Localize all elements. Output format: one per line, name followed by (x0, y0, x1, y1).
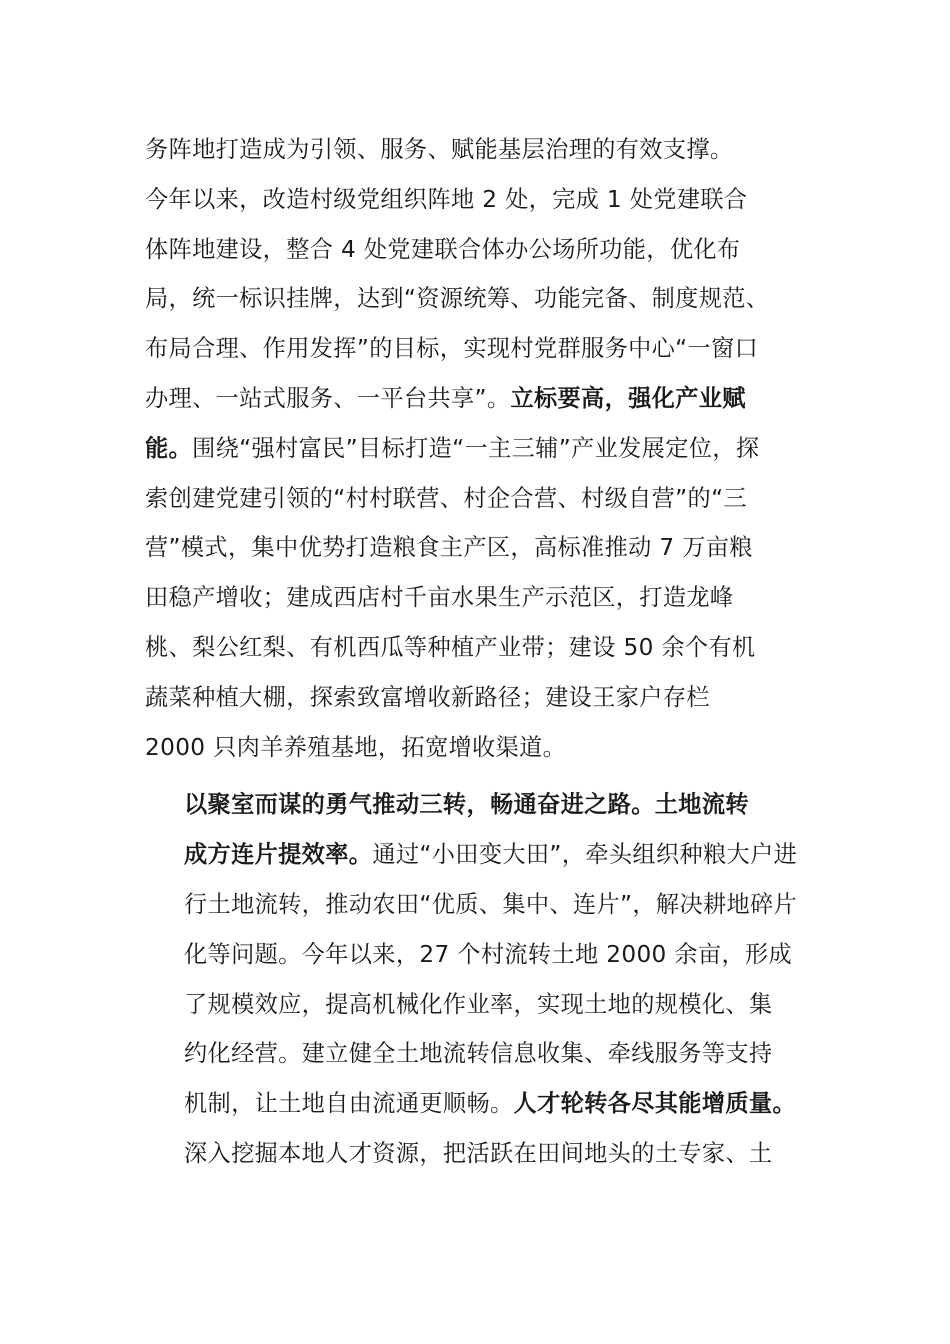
bold-heading-text: 人才轮转各尽其能增质量。 (513, 1090, 796, 1118)
text-line (145, 1029, 823, 1079)
text-line (145, 424, 823, 474)
text-line (145, 523, 823, 573)
body-text: 围绕“强村富民”目标打造“一主三辅”产业发展定位，探 (192, 434, 760, 462)
body-text: 2000 只肉羊养殖基地，拓宽增收渠道。 (145, 733, 567, 761)
body-text: 局，统一标识挂牌，达到“资源统筹、功能完备、制度规范、 (145, 285, 770, 313)
text-line (145, 780, 823, 830)
body-text: 行土地流转，推动农田“优质、集中、连片”，解决耕地碎片 (184, 890, 798, 918)
body-text: 约化经营。建立健全土地流转信息收集、牵线服务等支持 (184, 1040, 773, 1068)
text-line (145, 1079, 823, 1129)
text-line (145, 880, 823, 930)
body-text: 布局合理、作用发挥”的目标，实现村党群服务中心“一窗口 (145, 335, 759, 363)
text-line (145, 274, 823, 324)
bold-heading-text: 能。 (145, 434, 193, 462)
body-text: 了规模效应，提高机械化作业率，实现土地的规模化、集 (184, 990, 773, 1018)
text-line (145, 474, 823, 524)
body-text: 桃、梨公红梨、有机西瓜等种植产业带；建设 50 余个有机 (145, 633, 756, 661)
paragraph-1 (145, 125, 823, 772)
text-line (145, 374, 823, 424)
text-line (145, 225, 823, 275)
body-text: 务阵地打造成为引领、服务、赋能基层治理的有效支撑。 (145, 136, 734, 163)
paragraph-2 (145, 780, 823, 1178)
text-line (145, 673, 823, 723)
text-line (145, 175, 823, 225)
text-line (145, 324, 823, 374)
document-page (145, 125, 823, 1179)
text-line (145, 573, 823, 623)
body-text: 机制，让土地自由流通更顺畅。 (184, 1090, 514, 1118)
body-text: 田稳产增收；建成西店村千亩水果生产示范区，打造龙峰 (145, 584, 734, 612)
body-text: 办理、一站式服务、一平台共享”。 (145, 384, 511, 412)
body-text: 蔬菜种植大棚，探索致富增收新路径；建设王家户存栏 (145, 683, 710, 711)
text-line (145, 830, 823, 880)
bold-heading-text: 立标要高，强化产业赋 (510, 384, 746, 412)
text-line (145, 623, 823, 673)
body-text: 营”模式，集中优势打造粮食主产区，高标准推动 7 万亩粮 (145, 534, 753, 562)
body-text: 化等问题。今年以来，27 个村流转土地 2000 余亩，形成 (184, 940, 793, 968)
bold-heading-text: 以聚室而谋的勇气推动三转，畅通奋进之路。土地流转 (184, 791, 749, 819)
text-line (145, 930, 823, 980)
text-line (145, 125, 823, 175)
text-line (145, 980, 823, 1030)
body-text: 索创建党建引领的“村村联营、村企合营、村级自营”的“三 (145, 484, 747, 512)
text-line (145, 1129, 823, 1179)
bold-heading-text: 成方连片提效率。 (184, 841, 373, 869)
body-text: 今年以来，改造村级党组织阵地 2 处，完成 1 处党建联合 (145, 185, 748, 213)
body-text: 通过“小田变大田”，牵头组织种粮大户进 (372, 841, 798, 869)
body-text: 体阵地建设，整合 4 处党建联合体办公场所功能，优化布 (145, 235, 741, 263)
body-text: 深入挖掘本地人才资源，把活跃在田间地头的土专家、土 (184, 1139, 773, 1167)
text-line (145, 723, 823, 773)
